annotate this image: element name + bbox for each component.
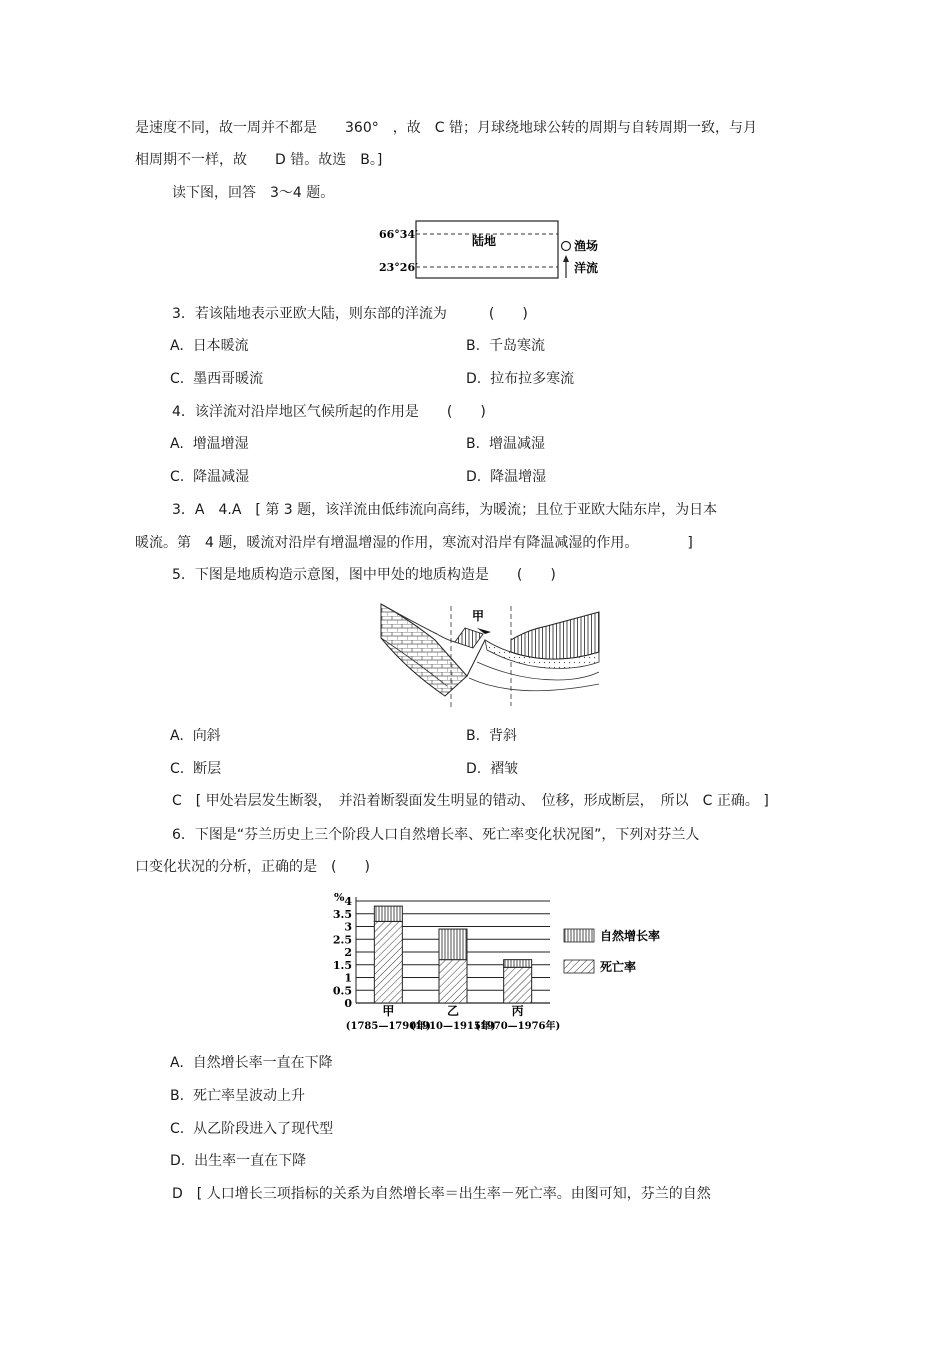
option-letter: B. (466, 436, 481, 452)
q6-answer: D [ 人口增长三项指标的关系为自然增长率＝出生率－死亡率。由图可知，芬兰的自然 (172, 1186, 711, 1202)
option-letter: D. (170, 1153, 186, 1169)
q6-option-b (170, 1087, 305, 1105)
option-letter: A. (170, 338, 184, 354)
option-letter: C. (170, 371, 185, 387)
q5-answer: C [ 甲处岩层发生断裂， 并沿着断裂面发生明显的错动、 位移，形成断层， 所以 C 正确。 ] (172, 793, 769, 809)
option-text: 出生率一直在下降 (194, 1153, 307, 1169)
option-text: 拉布拉多寒流 (490, 371, 575, 387)
option-letter: D. (466, 761, 482, 777)
intro-line-3: 读下图，回答 3～4 题。 (172, 185, 335, 201)
option-text: 死亡率呈波动上升 (192, 1088, 305, 1104)
bar-segment (439, 929, 467, 960)
y-tick-label: 0 (344, 997, 352, 1010)
option-letter: C. (170, 1121, 185, 1137)
option-letter: B. (466, 338, 481, 354)
option-text: 日本暖流 (192, 338, 249, 354)
option-letter: B. (466, 728, 481, 744)
q5-option-a (170, 727, 221, 745)
q5-option-b (466, 727, 517, 745)
q3-option-d (466, 370, 574, 388)
current-label: 洋流 (574, 261, 599, 275)
fishery-label: 渔场 (574, 239, 599, 253)
x-period-label: (1910—1915年) (410, 1021, 496, 1032)
y-unit-label: % (334, 891, 345, 904)
y-tick-label: 1.5 (332, 958, 352, 972)
y-tick-label: 3 (344, 920, 352, 934)
intro-line-2: 相周期不一样，故 D 错。故选 B。] (135, 152, 383, 168)
option-text: 褶皱 (490, 761, 519, 777)
q3-option-a (170, 337, 249, 355)
q5-stem: 5．下图是地质构造示意图，图中甲处的地质构造是 ( ) (172, 567, 556, 583)
q4-option-b (466, 435, 545, 453)
figure-geologic-structure (377, 600, 609, 712)
q3-stem: 3．若该陆地表示亚欧大陆，则东部的洋流为 ( ) (172, 306, 528, 322)
q4-option-d (466, 468, 546, 486)
q6-stem-1: 6．下图是“芬兰历史上三个阶段人口自然增长率、死亡率变化状况图”，下列对芬兰人 (172, 827, 700, 843)
option-letter: C. (170, 761, 185, 777)
option-text: 从乙阶段进入了现代型 (193, 1121, 334, 1137)
option-letter: A. (170, 436, 184, 452)
option-letter: A. (170, 1055, 184, 1071)
q4-option-c (170, 468, 249, 486)
bar-segment (374, 906, 402, 921)
bar-segment (504, 967, 532, 1003)
option-text: 向斜 (192, 728, 221, 744)
option-text: 背斜 (488, 728, 517, 744)
population-chart (306, 887, 686, 1037)
y-tick-label: 2 (344, 946, 352, 959)
lat-top-label: 66°34′ (379, 228, 419, 241)
lat-bottom-label: 23°26′ (379, 261, 419, 274)
legend-swatch-death-rate (564, 960, 594, 973)
q6-stem-2: 口变化状况的分析，正确的是 ( ) (135, 859, 370, 875)
option-text: 增温增湿 (192, 436, 249, 452)
q5-option-c (170, 760, 221, 778)
option-letter: A. (170, 728, 184, 744)
y-tick-label: 0.5 (332, 984, 352, 998)
legend-label-natural-growth: 自然增长率 (600, 929, 661, 943)
y-tick-label: 4 (344, 895, 352, 908)
option-text: 墨西哥暖流 (193, 371, 264, 387)
y-tick-label: 3.5 (332, 907, 352, 921)
jia-label: 甲 (472, 609, 485, 623)
answer-34-line-2: 暖流。第 4 题，暖流对沿岸有增温增湿的作用，寒流对沿岸有降温减湿的作用。 ] (135, 535, 693, 551)
q6-option-c (170, 1120, 333, 1138)
x-period-label: (1785—1790年) (345, 1021, 431, 1032)
intro-line-1: 是速度不同，故一周并不都是 360° ，故 C 错；月球绕地球公转的周期与自转周期一致，与月 (135, 120, 757, 136)
option-text: 降温减湿 (193, 469, 250, 485)
land-label: 陆地 (472, 234, 497, 248)
x-period-label: (1970—1976年) (475, 1021, 561, 1032)
q6-option-d (170, 1152, 306, 1170)
fishery-marker (562, 242, 571, 251)
q4-option-a (170, 435, 249, 453)
y-tick-label: 2.5 (332, 933, 352, 947)
option-letter: D. (466, 469, 482, 485)
option-text: 自然增长率一直在下降 (192, 1055, 333, 1071)
option-letter: D. (466, 371, 482, 387)
bar-segment (439, 960, 467, 1003)
legend-swatch-natural-growth (564, 929, 594, 942)
option-letter: B. (170, 1088, 185, 1104)
y-tick-label: 1 (344, 971, 352, 985)
option-letter: C. (170, 469, 185, 485)
legend-label-death-rate: 死亡率 (600, 960, 637, 974)
q5-option-d (466, 760, 518, 778)
bar-segment (504, 960, 532, 968)
bar-segment (374, 921, 402, 1003)
q4-stem: 4．该洋流对沿岸地区气候所起的作用是 ( ) (172, 404, 486, 420)
current-arrow-head (563, 255, 569, 262)
option-text: 断层 (193, 761, 222, 777)
option-text: 增温减湿 (488, 436, 545, 452)
answer-34-line-1: 3．A 4.A [ 第 3 题，该洋流由低纬流向高纬，为暖流；且位于亚欧大陆东岸，为日本 (172, 502, 718, 518)
option-text: 千岛寒流 (488, 338, 545, 354)
option-text: 降温增湿 (490, 469, 547, 485)
q3-option-b (466, 337, 545, 355)
x-category-label: 甲 (382, 1004, 395, 1018)
chart-legend (564, 928, 660, 974)
x-category-label: 丙 (511, 1004, 524, 1018)
x-category-label: 乙 (446, 1004, 460, 1018)
figure-land-current (378, 218, 638, 288)
q3-option-c (170, 370, 263, 388)
q6-option-a (170, 1054, 333, 1072)
